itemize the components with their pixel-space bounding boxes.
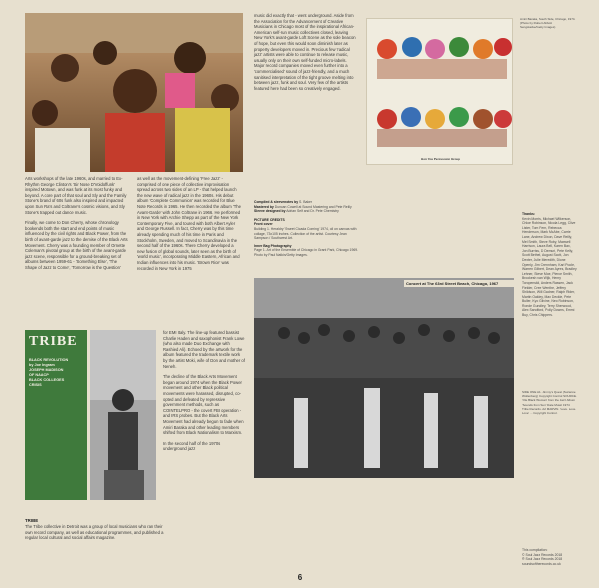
percussion-poster [366, 18, 513, 165]
tracklist-block [522, 390, 577, 415]
tribe-caption-text: The Tribe collective in Detroit was a group of local musicians who ran their own record company, as well as educational programmes, and published a regular local cultural and social affairs magazine. [25, 524, 164, 541]
headline-4: OF NAACP [29, 373, 49, 377]
article-column-3-bottom [163, 330, 245, 457]
thanks-text: Kevin Morris, Michael Wilkerson, Chloe Robinson, Nicola Legg, Clive Lister, Tom Fern, Rebecca Henderson, Mark McAbe, Carrie Lane, Andrew Dixon, Dave Reilly, Mel Smith, Steve Roby, Maxwell Harrison, Laura Bell, Karen Bax, Jon Burriss, D Demuri, Pete Kelly, Scott Bethel, August Scott, Jon Dexter, Julie Meredith, Dione Openly, Jim Crennham, Karl Poole, Warren Gilbert, Dean Ayres, Bradley Lehner, Steve Moe, Pierce Smith, Brookesh van Wijk, Henry Toropenskii, Anders Rassen, Jack Fielder, Cree Wenthe, Jeffery Shildson, Will Gadner, Ralph Rider, Martin Oakley, Max Deckle, Pete Buller, Kyo Gilvine, Neo Robinson, Ronde Gundley, Terry Sherwood, Alex Sandford, Polly Downs, Emmi Buy, Chris Chippers. [522, 216, 577, 318]
headline-3: JOSEPH MADISON [29, 368, 64, 372]
mastered-label: Mastered by [254, 204, 274, 209]
poster-caption: Hon You Percussion Group [421, 157, 460, 161]
compiled-value: S. Baker [299, 200, 313, 204]
magazine-headlines [29, 358, 83, 388]
article-column-1 [25, 176, 130, 276]
tribe-caption [25, 518, 165, 541]
front-cover-heading: Front cover [254, 222, 273, 227]
col3-bottom-paragraph-3: In the second half of the 1970s underground jazz [163, 440, 221, 452]
thanks-heading: Thanks: [522, 212, 535, 216]
tribe-caption-heading: TRIBE [25, 518, 39, 523]
credits-block [254, 200, 360, 258]
headline-5: BLACK COLLEGES [29, 378, 65, 382]
poster-illustration [367, 19, 514, 166]
inner-bag-text: Page 1. Art of the Ensemble of Chicago in Grant Park, Chicago 1969. Photo by Paul Natkin/Getty Images. [254, 248, 359, 257]
right-top-captions [520, 17, 576, 30]
musician-photo-illustration [90, 330, 156, 500]
magazine-title: TRIBE [29, 334, 78, 349]
col3-top-paragraph: music did exactly that - went underground. Aside from the Association for the Advancement of Creative Musicians in Chicago most of the inspirational African-American self-run music collectives closed, leaving New York's avant-garde Loft Scene as the sole beacon of hope, but even this would soon diminish later as property developers moved in. Precious few 'radical jazz' artists were able to continue to release music, usually only on their own self-funded micro-labels. Major record companies moved even further into a 'commercialised' sound of jazz-friendly, and a much sanitised interpretation of the tight groove melting into between jazz, funk and soul. Very few of the artists featured here had been so creatively engaged. [254, 13, 356, 91]
tribe-magazine-cover [25, 330, 87, 500]
headline-2: by Joe Ingram [29, 363, 55, 367]
col1-paragraph-1: Arts workshops of the late 1960s, and married to Ex-Rhythm George Clinton's 'Sir Nose D'Voidoffunk' inspired Motown, and was funk at its most funky and beyond. A core part of that soul and Sly and the Family Stone's brand of 60s funk also inspired and impacted upon Sun Ra's and Coltrane's cosmic visions, and Sly Stone's trapped out dance music. [25, 176, 127, 215]
concert-caption: Concert at The 63rd Street Beach, Chicago, 1967 [404, 280, 514, 287]
footer-copyright-2: ® Soul Jazz Records 2018 [522, 557, 563, 562]
sleeve-value: Adrian Self and Dr. Pete Chemistry [286, 209, 339, 214]
sleeve-label: Sleeve designed by [254, 209, 286, 214]
headline-6: CRISIS [29, 383, 42, 387]
inner-bag-heading: Inner Bag Photography [254, 243, 292, 248]
article-column-2 [137, 176, 242, 276]
col2-paragraph-1: as well as the movement-defining 'Free Jazz' - comprised of one piece of collective improvisation spread across two sides of an LP - that helped launch the new wave of radical jazz in the 1960s. His debut album 'Complete Communion' was recorded for Blue Note Records in 1965. He then recorded the album 'The Avant-Garde' with John Coltrane in 1966. He performed in New York with Archie Shepp as part of the New York Contemporary Five, and toured with both Albert Ayler and George Russell. In fact, Cherry was by this time already spending much of his time in Paris and Stockholm, Sweden, and moved to Scandinavia in the second half of the 1960s. There Cherry developed a new fusion of global sounds, later seen as the birth of 'world music', incorporating Middle Eastern, African and Indian influences into his music. 'Brown Rice' was recorded in New York in 1975 [137, 176, 241, 271]
footer-compilation: This compilation: [522, 548, 548, 552]
front-cover-text: Building 1. Heraldry 'Sweet Cicada Coming' 1974, oil on canvas with collage, 73x105 inches. Collection of the artist. Courtesy Jean Sampson / Southwest Art. [254, 226, 357, 241]
col3-bottom-paragraph-2: The decline of the Black Arts Movement began around 1974 when the Black Power movement and other Black political movements were harassed, disrupted, co-opted and defeated by repressive government methods, such as COINTELPRO - the covert FBI operation - and IRS probes. But the Black Arts Movement had already begun to fade when Amiri Baraka and other leading members shifted from Black Nationalism to Marxism. [163, 374, 244, 436]
picture-credits-heading: PICTURE CREDITS [254, 217, 285, 222]
concert-photo [254, 278, 514, 478]
concert-photo-illustration [254, 278, 514, 478]
footer-copyright-1: © Soul Jazz Records 2018 [522, 552, 563, 557]
mastered-value: Duncan Cowell at Sound Mastering and Pete Reilly [274, 204, 352, 209]
compiled-label: Compiled & sleevenotes by [254, 200, 299, 204]
right-caption-1: Amiri Baraka, South Side, Chicago, 1974. (Photo by Robert Abbott Sengstacke/Getty Images) [520, 17, 576, 30]
article-column-3-top [254, 13, 357, 96]
children-photo [25, 13, 243, 172]
footer-credits [522, 548, 582, 566]
children-photo-illustration [25, 13, 243, 172]
footer-website: soundsoftherecords.co.uk [522, 561, 561, 566]
tracklist-text: SIDE ONE A1. Jimmy's Quest (Suzanne Wollenberg) Copyright Control SOURCE. 'Ole Black Woman' from the Jazz Album 'Sounds from Sun' Date Music 1974 Tribe Records. A2 MARVIN. 'Love. Love. Love' ... Copyright Control. [522, 390, 577, 416]
thanks-block [522, 212, 577, 318]
page-number: 6 [297, 573, 303, 582]
musician-photo [90, 330, 156, 500]
col1-paragraph-2: Finally, we come to Don Cherry, whose chronology bookends both the start and end points of music influenced by the civil rights and Black Power, from the birth of avant-garde jazz to the demise of the Black Arts Movement. Cherry was a founding member of Ornette Coleman's pivotal group at the birth of the avant-garde jazz scene, responsible for a ground-breaking set of albums between 1959-61 - 'Something Else', 'The Shape of Jazz to Come', 'Tomorrow is the Question' [25, 220, 128, 270]
col3-bottom-paragraph-1: for EMI Italy. The line-up featured bassist Charlie Haden and saxophonist Frank Lowe (who also made Duo Exchange with Rashied Ali). Echoed by the artwork for the album featured the trademark textile work by the artist Moki, wife of Don and mother of Neneh. [163, 330, 245, 369]
headline-1: BLACK REVOLUTION [29, 358, 69, 362]
